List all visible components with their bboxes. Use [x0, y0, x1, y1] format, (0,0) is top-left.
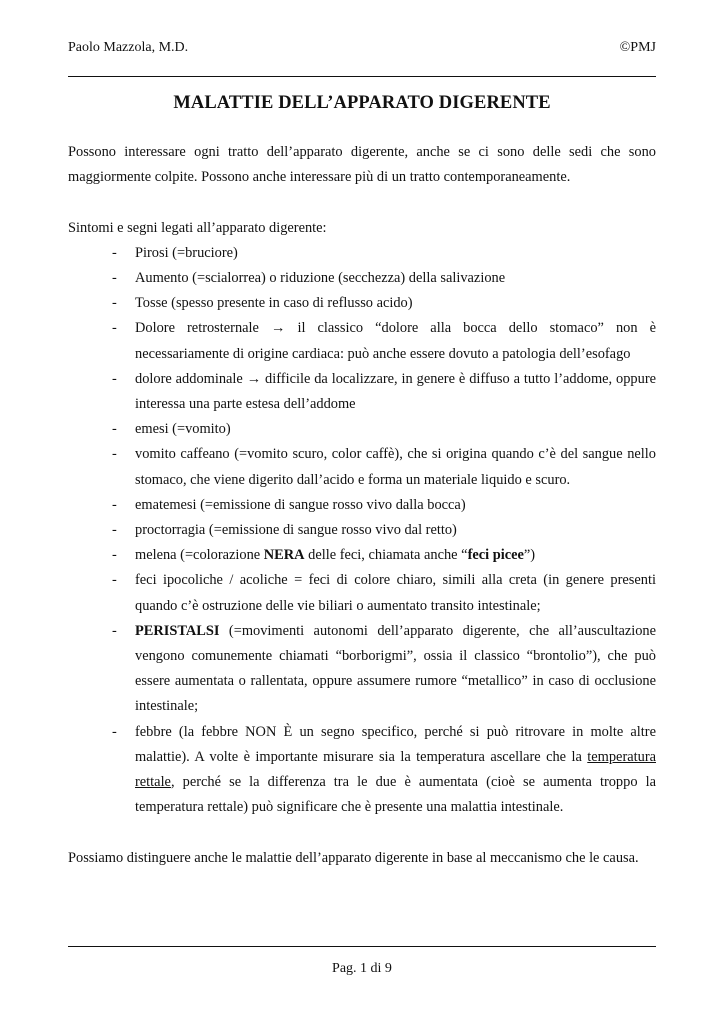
list-item: [68, 367, 656, 417]
list-dash: -: [112, 723, 117, 740]
item-text: dolore addominale: [135, 370, 243, 387]
item-text: , perché se la differenza tra le due è aumentata (cioè se aumenta troppo la temperatura rettale) può significare che è presente una malattia intestinale.: [135, 774, 656, 816]
list-item: [68, 241, 656, 266]
item-text: proctorragia (=emissione di sangue rosso vivo dal retto): [135, 522, 457, 539]
arrow-icon: →: [271, 320, 286, 337]
list-item: [68, 291, 656, 316]
footer-rule: [68, 946, 656, 947]
header-author: Paolo Mazzola, M.D.: [68, 40, 189, 55]
list-dash: -: [112, 421, 117, 438]
list-dash: -: [112, 547, 117, 564]
item-bold: PERISTALSI: [135, 622, 220, 639]
list-dash: -: [112, 320, 117, 337]
page-header: [68, 40, 656, 64]
item-underline: temperatura rettale: [135, 748, 656, 791]
list-item: [68, 266, 656, 291]
list-dash: -: [112, 572, 117, 589]
page-number: Pag. 1 di 9: [332, 961, 392, 976]
item-text: ematemesi (=emissione di sangue rosso vivo dalla bocca): [135, 496, 466, 513]
header-copyright: ©PMJ: [619, 40, 656, 55]
list-dash: -: [112, 622, 117, 639]
list-item: [68, 518, 656, 543]
symptoms-heading: Sintomi e segni legati all’apparato digerente:: [68, 219, 327, 236]
list-item: [68, 493, 656, 518]
item-text: difficile da localizzare, in genere è diffuso a tutto l’addome, oppure interessa una parte estesa dell’addome: [135, 370, 657, 413]
list-item: [68, 568, 656, 618]
item-text: emesi (=vomito): [135, 421, 231, 438]
list-dash: -: [112, 446, 117, 463]
list-item: [68, 417, 656, 442]
list-dash: -: [112, 295, 117, 312]
document-title: MALATTIE DELL’APPARATO DIGERENTE: [173, 93, 551, 113]
header-rule: [68, 76, 656, 77]
item-text: Tosse (spesso presente in caso di reflusso acido): [135, 295, 413, 312]
list-item: [68, 543, 656, 568]
item-text: feci ipocoliche / acoliche = feci di colore chiaro, simili alla creta (in genere presenti quando c’è ostruzione delle vie biliari o aumentato transito intestinale;: [135, 572, 656, 614]
item-text: febbre (la febbre NON È un segno specifico, perché si può ritrovare in molte altre malattie). A volte è importante misurare sia la temperatura ascellare che la: [135, 723, 656, 765]
list-dash: -: [112, 522, 117, 539]
item-text: il classico “dolore alla bocca dello stomaco” non è necessariamente di origine cardiaca: può anche essere dovuto a patologia dell’esofago: [135, 320, 656, 362]
item-text: delle feci, chiamata anche “: [304, 547, 468, 564]
item-text: Aumento (=scialorrea) o riduzione (secchezza) della salivazione: [135, 270, 506, 286]
closing-paragraph: Possiamo distinguere anche le malattie dell’apparato digerente in base al meccanismo che le causa.: [68, 849, 639, 866]
item-bold: feci picee: [467, 547, 524, 564]
item-text: ”): [523, 547, 536, 564]
item-text: melena (=colorazione: [135, 547, 264, 564]
list-item: [68, 442, 656, 492]
list-item: [68, 316, 656, 366]
item-text: (=movimenti autonomi dell’apparato digerente, che all’auscultazione vengono comunemente chiamati “borborigmi”, ossia il classico “brontolio”), che può essere aumentata o rallentata, oppure assumere rumore “metallico” in caso di occlusione intestinale;: [135, 622, 656, 715]
list-dash: -: [112, 244, 117, 261]
item-text: vomito caffeano (=vomito scuro, color caffè), che si origina quando c’è del sangue nello stomaco, che viene digerito dall’acido e forma un materiale liquido e scuro.: [135, 446, 656, 488]
list-item: [68, 720, 656, 821]
list-dash: -: [112, 370, 117, 387]
arrow-icon: →: [246, 370, 262, 387]
item-bold: NERA: [263, 547, 305, 564]
document-body: [68, 140, 656, 871]
list-item: [68, 619, 656, 720]
list-dash: -: [112, 496, 117, 513]
list-dash: -: [112, 270, 117, 286]
item-text: Dolore retrosternale: [135, 320, 259, 337]
intro-paragraph: Possono interessare ogni tratto dell’apparato digerente, anche se ci sono delle sedi che sono maggiormente colpite. Possono anche interessare più di un tratto contemporaneamente.: [68, 144, 656, 186]
symptoms-list: [68, 241, 656, 821]
item-text: Pirosi (=bruciore): [135, 244, 238, 261]
